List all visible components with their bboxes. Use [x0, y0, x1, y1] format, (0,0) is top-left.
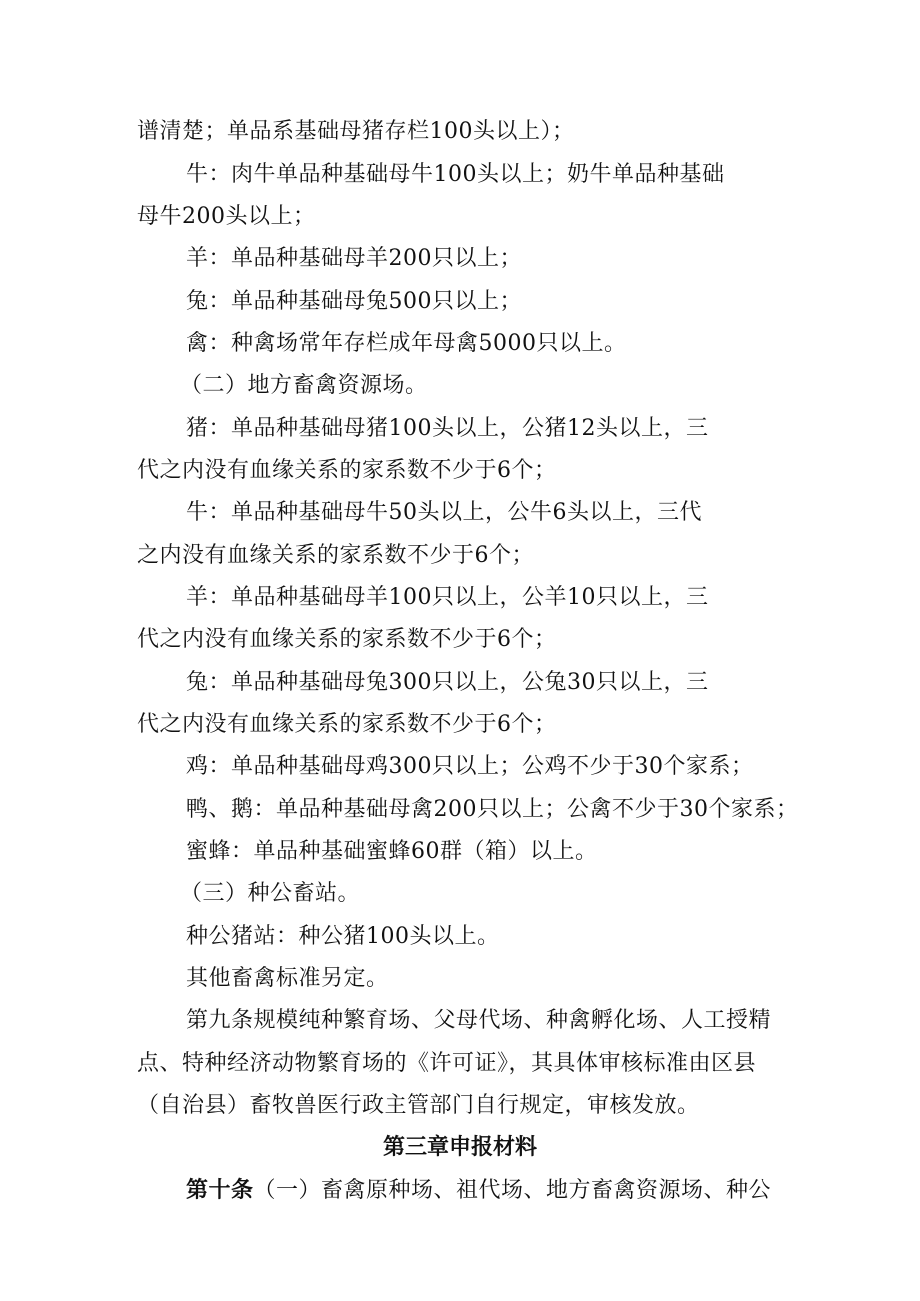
text-line: 代之内没有血缘关系的家系数不少于6个； [137, 712, 557, 737]
text-line: 牛：单品种基础母牛50头以上，公牛6头以上，三代 [186, 500, 702, 525]
text-line: 鸡：单品种基础母鸡300只以上；公鸡不少于30个家系； [186, 754, 754, 779]
chapter-heading: 第三章申报材料 [382, 1135, 537, 1160]
text-line: 牛：肉牛单品种基础母牛100头以上；奶牛单品种基础 [186, 162, 725, 187]
text-line: 母牛200头以上； [137, 204, 316, 229]
text-line: 羊：单品种基础母羊200只以上； [186, 246, 522, 271]
text-line: 种公猪站：种公猪100头以上。 [186, 924, 500, 949]
text-line: 代之内没有血缘关系的家系数不少于6个； [137, 458, 557, 483]
text-line: 之内没有血缘关系的家系数不少于6个； [137, 543, 534, 568]
text-line: 谱清楚；单品系基础母猪存栏100头以上）； [137, 119, 575, 144]
text-line: 点、特种经济动物繁育场的《许可证》，其具体审核标准由区县 [137, 1051, 757, 1076]
article-ten-line [186, 1176, 797, 1206]
text-line: 猪：单品种基础母猪100头以上，公猪12头以上，三 [186, 416, 709, 441]
text-line: 兔：单品种基础母兔500只以上； [186, 289, 522, 314]
text-line: 蜜蜂：单品种基础蜜蜂60群（箱）以上。 [186, 839, 598, 864]
article-number: 第十条 [186, 1178, 254, 1203]
text-line: 羊：单品种基础母羊100只以上，公羊10只以上，三 [186, 585, 709, 610]
text-line: 兔：单品种基础母兔300只以上，公兔30只以上，三 [186, 670, 709, 695]
text-line: 其他畜禽标准另定。 [186, 966, 389, 991]
section-subheading: （二）地方畜禽资源场。 [180, 373, 428, 398]
article-text: （一）畜禽原种场、祖代场、地方畜禽资源场、种公 [253, 1178, 772, 1203]
text-line: 鸭、鹅：单品种基础母禽200只以上；公禽不少于30个家系； [186, 797, 799, 822]
text-line: 禽：种禽场常年存栏成年母禽5000只以上。 [186, 331, 627, 356]
text-line: （自治县）畜牧兽医行政主管部门自行规定，审核发放。 [137, 1093, 700, 1118]
section-subheading: （三）种公畜站。 [180, 881, 361, 906]
text-line: 第九条规模纯种繁育场、父母代场、种禽孵化场、人工授精 [186, 1008, 772, 1033]
text-line: 代之内没有血缘关系的家系数不少于6个； [137, 627, 557, 652]
